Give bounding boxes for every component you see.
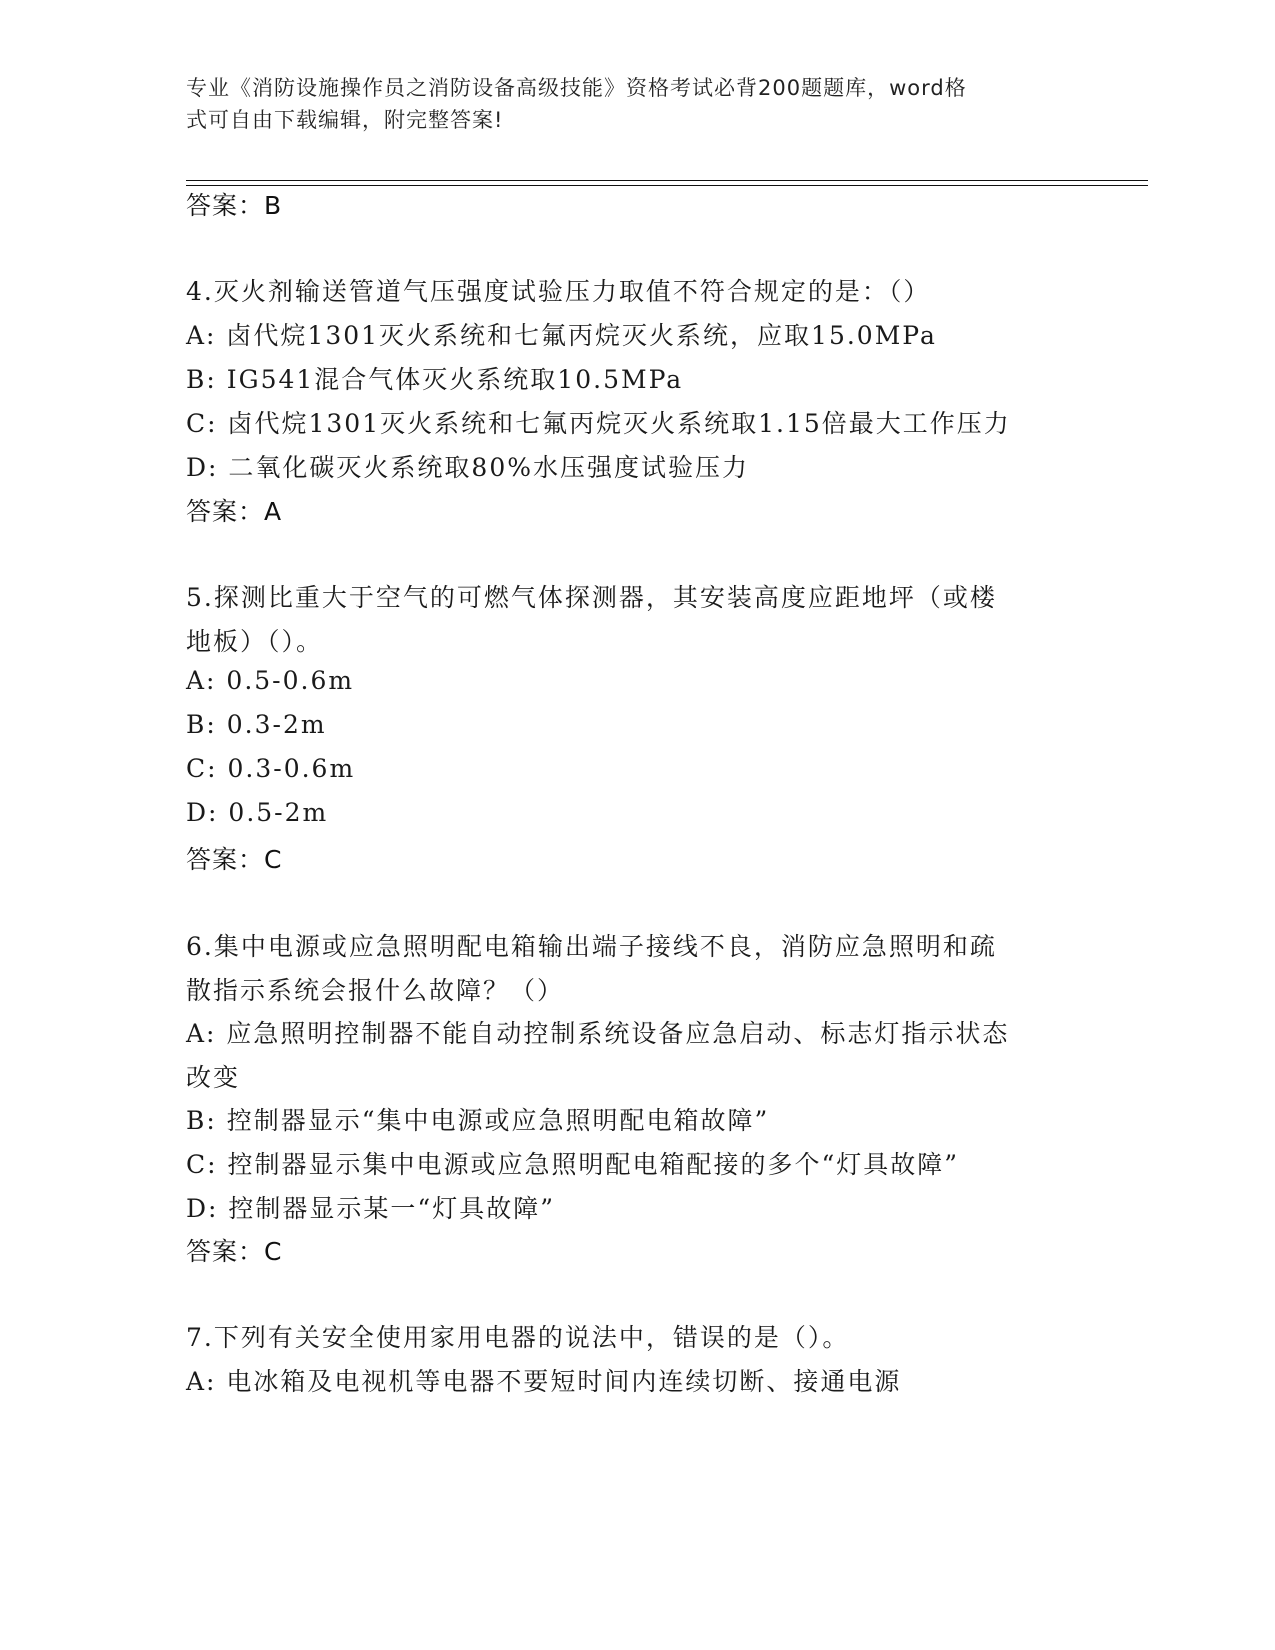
question-4-option-a: A: 卤代烷1301灭火系统和七氟丙烷灭火系统，应取15.0MPa xyxy=(186,321,937,350)
header-divider-bottom xyxy=(186,185,1148,186)
question-6-stem-line-2: 散指示系统会报什么故障？（） xyxy=(186,976,565,1005)
question-5-option-b: B: 0.3-2m xyxy=(186,710,327,739)
answer-label: 答案：B xyxy=(186,191,283,220)
question-6-answer: 答案：C xyxy=(186,1237,283,1266)
question-6-option-a-line-2: 改变 xyxy=(186,1063,241,1092)
question-6-option-c: C: 控制器显示集中电源或应急照明配电箱配接的多个“灯具故障” xyxy=(186,1150,960,1179)
question-6-option-a-line-1: A: 应急照明控制器不能自动控制系统设备应急启动、标志灯指示状态 xyxy=(186,1019,1010,1048)
header-title-line-2: 式可自由下载编辑，附完整答案! xyxy=(186,108,504,132)
question-5-stem-line-2: 地板）（）。 xyxy=(186,627,324,656)
question-4-stem: 4.灭火剂输送管道气压强度试验压力取值不符合规定的是：（） xyxy=(186,277,931,306)
question-4-option-d: D: 二氧化碳灭火系统取80%水压强度试验压力 xyxy=(186,453,749,482)
header-divider-top xyxy=(186,180,1148,181)
question-5-option-d: D: 0.5-2m xyxy=(186,798,329,827)
question-7-stem: 7.下列有关安全使用家用电器的说法中，错误的是（）。 xyxy=(186,1323,850,1352)
question-5-stem-line-1: 5.探测比重大于空气的可燃气体探测器，其安装高度应距地坪（或楼 xyxy=(186,583,997,612)
document-header xyxy=(186,72,1066,136)
question-4-answer: 答案：A xyxy=(186,497,283,526)
question-5-option-a: A: 0.5-0.6m xyxy=(186,666,355,695)
question-6-stem-line-1: 6.集中电源或应急照明配电箱输出端子接线不良，消防应急照明和疏 xyxy=(186,932,997,961)
question-6-option-b: B: 控制器显示“集中电源或应急照明配电箱故障” xyxy=(186,1106,770,1135)
question-4-option-b: B: IG541混合气体灭火系统取10.5MPa xyxy=(186,365,684,394)
question-5-answer: 答案：C xyxy=(186,845,283,874)
question-7-option-a: A: 电冰箱及电视机等电器不要短时间内连续切断、接通电源 xyxy=(186,1367,902,1396)
question-5-option-c: C: 0.3-0.6m xyxy=(186,754,356,783)
question-6-option-d: D: 控制器显示某一“灯具故障” xyxy=(186,1194,555,1223)
header-title-line-1: 专业《消防设施操作员之消防设备高级技能》资格考试必背200题题库，word格 xyxy=(186,76,967,100)
question-4-option-c: C: 卤代烷1301灭火系统和七氟丙烷灭火系统取1.15倍最大工作压力 xyxy=(186,409,1011,438)
